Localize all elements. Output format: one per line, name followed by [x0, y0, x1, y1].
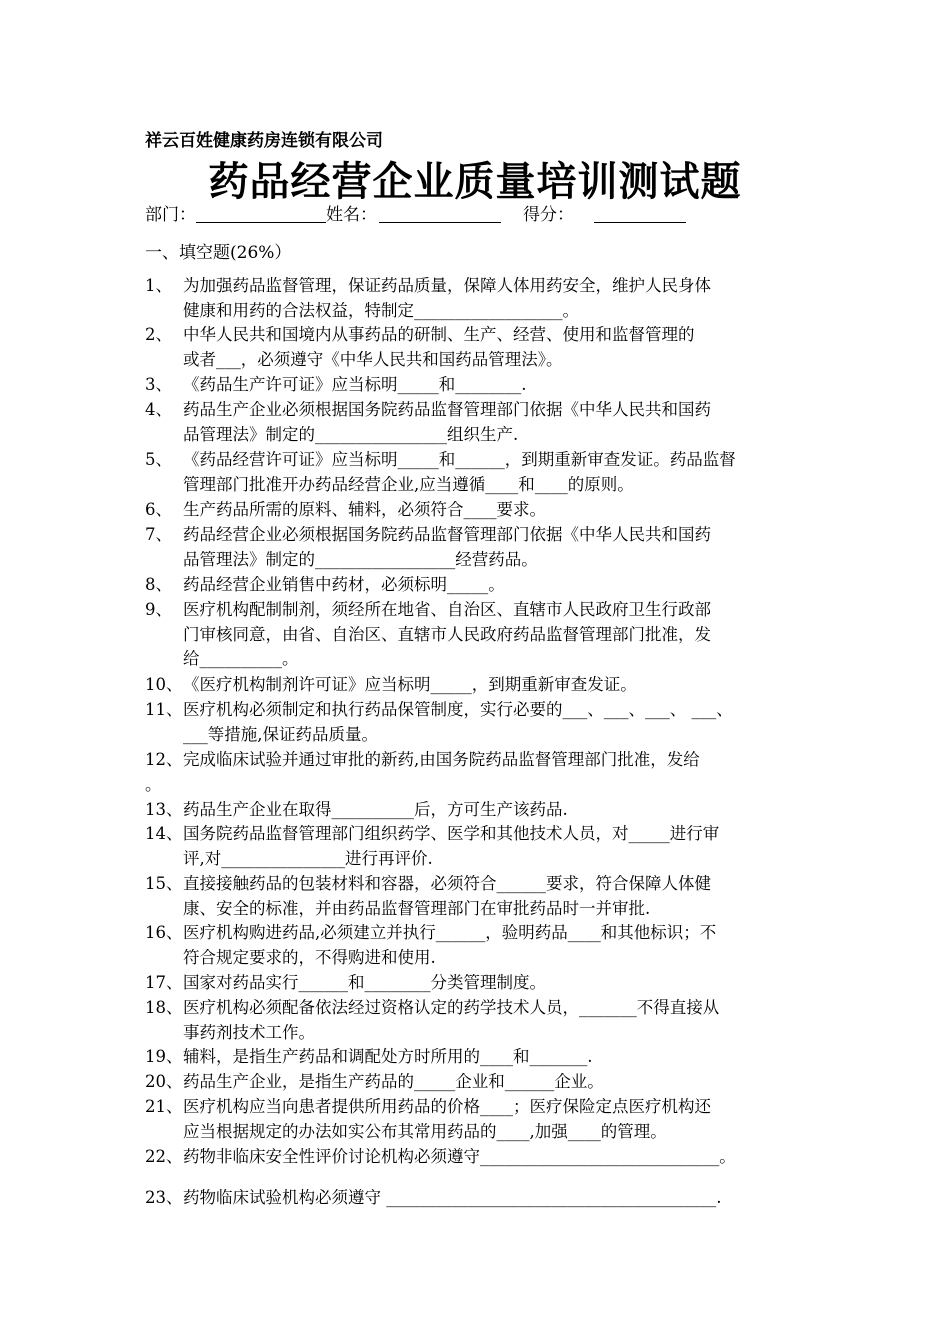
- question-number: 4、: [145, 400, 172, 419]
- question-text: 生产药品所需的原料、辅料，必须符合____要求。: [183, 500, 546, 519]
- name-label: 姓名：: [326, 205, 377, 225]
- question-number: 11、: [145, 700, 183, 719]
- question-text: 国务院药品监督管理部门组织药学、医学和其他技术人员，对_____进行审: [183, 824, 720, 843]
- question-text-continued: 门审核同意，由省、自治区、直辖市人民政府药品监督管理部门批准，发: [183, 624, 711, 644]
- question-text-continued: 事药剂技术工作。: [183, 1022, 315, 1042]
- section-heading: 一、填空题(26%）: [145, 243, 292, 263]
- question-text: 药物临床试验机构必须遵守 ________________________________________.: [183, 1188, 722, 1207]
- question-text: 直接接触药品的包装材料和容器，必须符合______要求，符合保障人体健: [183, 874, 711, 893]
- question-number: 7、: [145, 525, 172, 544]
- question-number: 10、: [145, 675, 183, 694]
- question-text: 医疗机构购进药品,必须建立并执行______，验明药品____和其他标识；不: [183, 923, 717, 942]
- question-text: 国家对药品实行______和________分类管理制度。: [183, 973, 546, 992]
- score-blank[interactable]: [594, 204, 686, 223]
- question-text: 药品经营企业必须根据国务院药品监督管理部门依据《中华人民共和国药: [183, 525, 711, 544]
- question-text-continued: 管理部门批准开办药品经营企业,应当遵循____和____的原则。: [183, 474, 634, 494]
- question-number: 3、: [145, 375, 172, 394]
- question-text: 药品生产企业在取得__________后，方可生产该药品.: [183, 800, 568, 819]
- question-text: 医疗机构应当向患者提供所用药品的价格____；医疗保险定点医疗机构还: [183, 1097, 711, 1116]
- question-number: 13、: [145, 800, 183, 819]
- question-number: 12、: [145, 750, 183, 769]
- name-blank[interactable]: [379, 204, 501, 223]
- question-text: 《药品经营许可证》应当标明_____和______，到期重新审查发证。药品监督: [183, 450, 736, 469]
- question-number: 20、: [145, 1072, 183, 1091]
- info-line: [145, 200, 686, 225]
- company-name: 祥云百姓健康药房连锁有限公司: [145, 131, 383, 151]
- question-text: 《医疗机构制剂许可证》应当标明_____，到期重新审查发证。: [183, 675, 637, 694]
- question-number: 2、: [145, 325, 172, 344]
- question-number: 16、: [145, 923, 183, 942]
- dept-label: 部门：: [145, 205, 196, 225]
- question-number: 8、: [145, 575, 172, 594]
- question-text-continued: 符合规定要求的，不得购进和使用.: [183, 947, 436, 967]
- question-text-continued: 。: [145, 774, 162, 794]
- question-number: 17、: [145, 973, 183, 992]
- question-text: 医疗机构必须制定和执行药品保管制度，实行必要的___、___、___、 ___、: [183, 700, 733, 719]
- question-text-continued: 或者___，必须遵守《中华人民共和国药品管理法》。: [183, 349, 563, 369]
- question-text-continued: 健康和用药的合法权益，特制定__________________。: [183, 300, 579, 320]
- question-text: 《药品生产许可证》应当标明_____和________.: [183, 375, 527, 394]
- question-text: 医疗机构必须配备依法经过资格认定的药学技术人员，_______不得直接从: [183, 998, 720, 1017]
- question-text: 医疗机构配制制剂，须经所在地省、自治区、直辖市人民政府卫生行政部: [183, 600, 711, 619]
- question-number: 6、: [145, 500, 172, 519]
- question-number: 22、: [145, 1147, 183, 1166]
- question-text: 完成临床试验并通过审批的新药,由国务院药品监督管理部门批准，发给: [183, 750, 700, 769]
- question-text: 药品生产企业必须根据国务院药品监督管理部门依据《中华人民共和国药: [183, 400, 711, 419]
- question-text: 药物非临床安全性评价讨论机构必须遵守_____________________________。: [183, 1147, 736, 1166]
- question-text-continued: ___等措施,保证药品质量。: [183, 724, 378, 744]
- question-text: 药品经营企业销售中药材，必须标明_____。: [183, 575, 505, 594]
- question-number: 23、: [145, 1188, 183, 1207]
- question-text-continued: 品管理法》制定的_________________经营药品。: [183, 549, 538, 569]
- question-number: 9、: [145, 600, 172, 619]
- question-text-continued: 给__________。: [183, 649, 299, 669]
- question-text: 中华人民共和国境内从事药品的研制、生产、经营、使用和监督管理的: [183, 325, 695, 344]
- question-text-continued: 康、安全的标准，并由药品监督管理部门在审批药品时一并审批.: [183, 898, 651, 918]
- question-number: 21、: [145, 1097, 183, 1116]
- page-title: 药品经营企业质量培训测试题: [208, 158, 742, 205]
- question-number: 18、: [145, 998, 183, 1017]
- question-text: 辅料，是指生产药品和调配处方时所用的____和_______.: [183, 1047, 593, 1066]
- question-number: 19、: [145, 1047, 183, 1066]
- question-number: 14、: [145, 824, 183, 843]
- question-text-continued: 评,对_______________进行再评价.: [183, 848, 433, 868]
- question-number: 15、: [145, 874, 183, 893]
- question-text-continued: 应当根据规定的办法如实公布其常用药品的____,加强____的管理。: [183, 1121, 667, 1141]
- question-text: 药品生产企业，是指生产药品的_____企业和______企业。: [183, 1072, 604, 1091]
- dept-blank[interactable]: [196, 204, 326, 223]
- score-label: 得分：: [523, 205, 574, 225]
- question-text: 为加强药品监督管理，保证药品质量，保障人体用药安全，维护人民身体: [183, 276, 711, 295]
- question-number: 5、: [145, 450, 172, 469]
- question-number: 1、: [145, 276, 172, 295]
- question-text-continued: 品管理法》制定的________________组织生产.: [183, 424, 519, 444]
